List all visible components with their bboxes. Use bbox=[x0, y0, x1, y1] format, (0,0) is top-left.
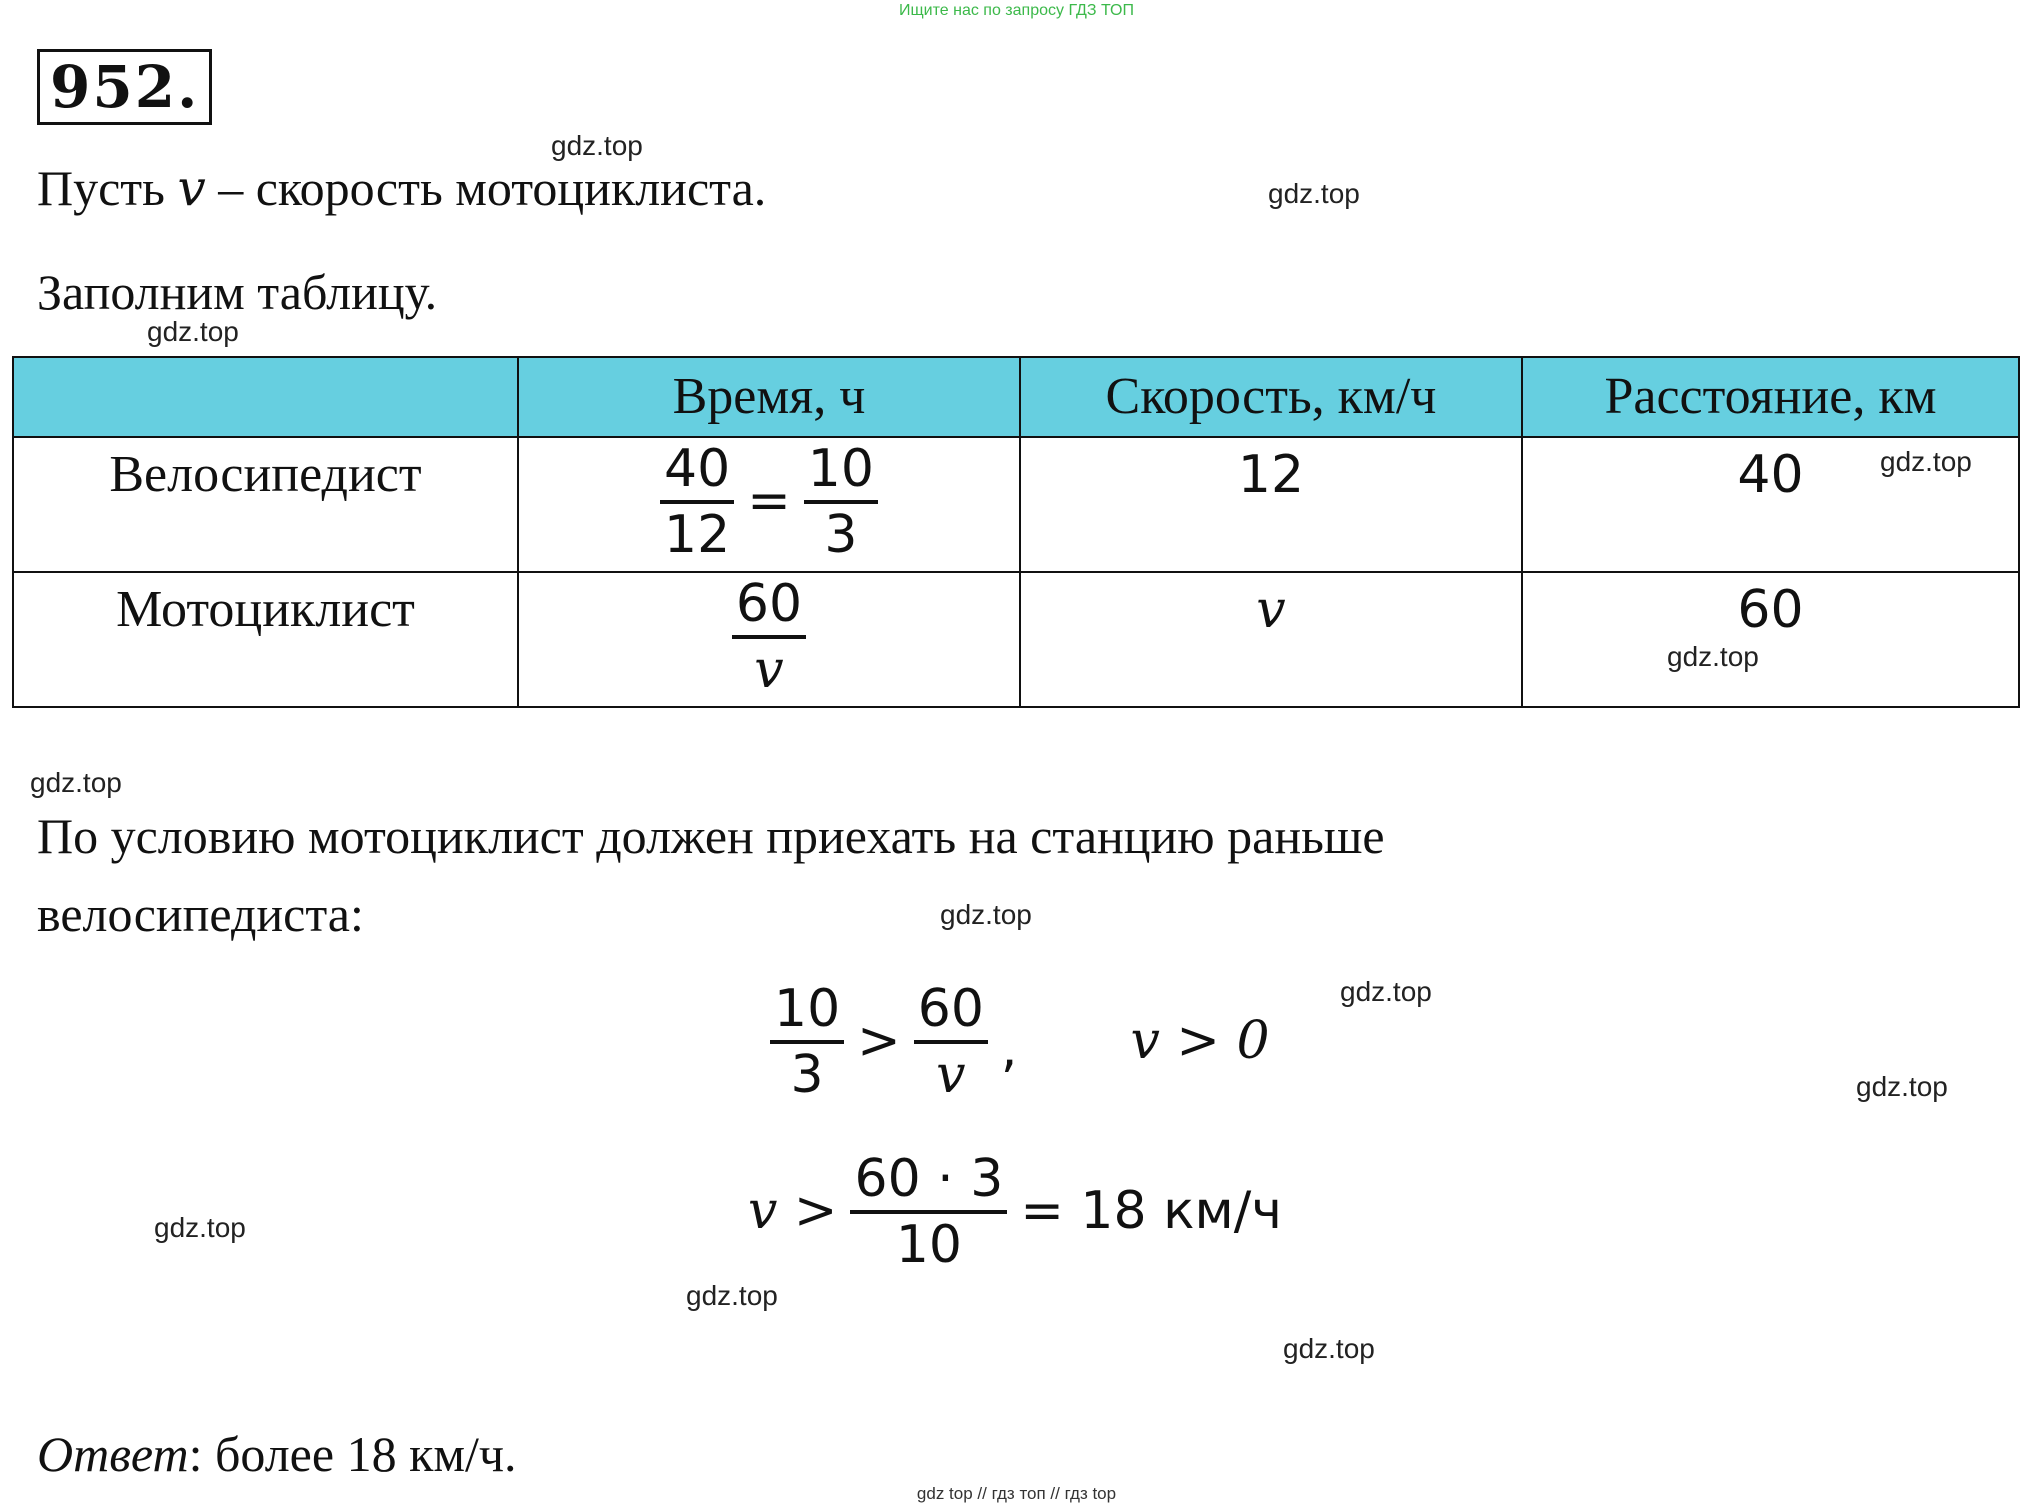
table-header-cell: Время, ч bbox=[518, 357, 1020, 437]
watermark: gdz.top bbox=[1268, 178, 1360, 209]
table-row bbox=[13, 437, 2019, 572]
comma: , bbox=[1000, 1019, 1018, 1079]
footer-links: gdz top // гдз топ // гдз top bbox=[916, 1484, 1117, 1503]
fraction-numerator: 60 bbox=[917, 979, 984, 1039]
table-header-cell bbox=[13, 357, 518, 437]
fraction bbox=[804, 438, 878, 566]
fraction-denominator: 12 bbox=[660, 500, 734, 566]
row-name-motorcyclist: Мотоциклист bbox=[13, 572, 518, 707]
time-cyclist bbox=[518, 437, 1020, 572]
inequality-1 bbox=[770, 978, 1270, 1106]
table-row bbox=[13, 572, 2019, 707]
inequality-result: = 18 км/ч bbox=[1020, 1181, 1283, 1241]
fraction-denominator: 3 bbox=[804, 500, 878, 566]
search-banner: Ищите нас по запросу ГДЗ ТОП bbox=[899, 2, 1134, 19]
watermark: gdz.top bbox=[1880, 446, 1972, 477]
condition-line-1: По условию мотоциклист должен приехать на станцию раньше bbox=[37, 808, 1385, 864]
intro-line-2: Заполним таблицу. bbox=[37, 264, 438, 320]
distance-cyclist: 40 bbox=[1522, 437, 2019, 572]
answer-label: Ответ bbox=[37, 1426, 189, 1482]
row-name-cyclist: Велосипедист bbox=[13, 437, 518, 572]
table-header-row bbox=[13, 357, 2019, 437]
fraction bbox=[770, 978, 844, 1106]
fraction bbox=[914, 978, 988, 1106]
distance-motorcyclist: 60 bbox=[1522, 572, 2019, 707]
fraction-denominator: v bbox=[732, 635, 806, 701]
inequality-lhs: v > bbox=[748, 1181, 838, 1241]
inequality-2 bbox=[748, 1148, 1282, 1276]
watermark: gdz.top bbox=[1667, 641, 1759, 672]
fraction-numerator: 10 bbox=[807, 439, 874, 499]
fraction bbox=[660, 438, 734, 566]
table-header-cell: Скорость, км/ч bbox=[1020, 357, 1522, 437]
watermark: gdz.top bbox=[1283, 1333, 1375, 1364]
watermark: gdz.top bbox=[551, 130, 643, 161]
watermark: gdz.top bbox=[1340, 976, 1432, 1007]
condition-line-2: велосипедиста: bbox=[37, 886, 364, 942]
watermark: gdz.top bbox=[1856, 1071, 1948, 1102]
intro-prefix: Пусть bbox=[37, 160, 165, 216]
fraction bbox=[732, 573, 806, 701]
intro-line-1 bbox=[37, 158, 766, 218]
problem-number: 952. bbox=[37, 49, 212, 125]
answer-line bbox=[37, 1424, 517, 1484]
constraint: v > 0 bbox=[1130, 1011, 1270, 1071]
equals-sign: = bbox=[747, 471, 791, 531]
watermark: gdz.top bbox=[147, 316, 239, 347]
watermark: gdz.top bbox=[30, 767, 122, 798]
fraction-numerator: 60 · 3 bbox=[854, 1149, 1004, 1209]
time-motorcyclist bbox=[518, 572, 1020, 707]
fraction-numerator: 10 bbox=[774, 979, 841, 1039]
table-header-cell: Расстояние, км bbox=[1522, 357, 2019, 437]
answer-text: : более 18 км/ч. bbox=[188, 1426, 517, 1482]
fraction-numerator: 40 bbox=[664, 439, 731, 499]
greater-sign: > bbox=[857, 1011, 901, 1071]
fraction-denominator: 3 bbox=[770, 1040, 844, 1106]
intro-var: v bbox=[177, 159, 206, 217]
fraction bbox=[850, 1148, 1007, 1276]
watermark: gdz.top bbox=[686, 1280, 778, 1311]
fraction-denominator: 10 bbox=[850, 1210, 1007, 1276]
fraction-denominator: v bbox=[914, 1040, 988, 1106]
fraction-numerator: 60 bbox=[735, 574, 803, 634]
speed-cyclist: 12 bbox=[1020, 437, 1522, 572]
speed-motorcyclist: v bbox=[1020, 572, 1522, 707]
intro-suffix: – скорость мотоциклиста. bbox=[218, 160, 767, 216]
watermark: gdz.top bbox=[940, 899, 1032, 930]
watermark: gdz.top bbox=[154, 1212, 246, 1243]
